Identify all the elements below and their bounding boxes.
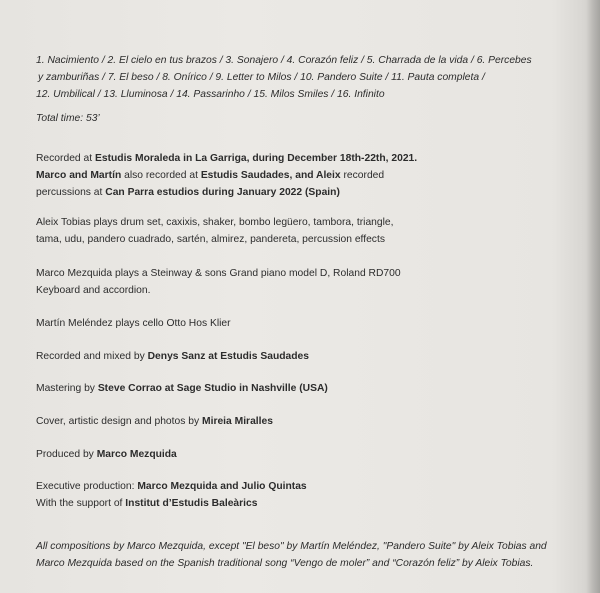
recording-studio-2: Estudis Saudades, and Aleix [200,170,341,182]
credit-name: Steve Corrao at Sage Studio in Nashville (USA) [97,383,328,394]
credit-line: tama, udu, pandero cuadrado, sartén, almirez, pandereta, percussion effects [36,234,385,246]
mixing-credit [36,348,566,365]
tracklist-line: 12. Umbilical / 13. Lluminosa / 14. Passarinho / 15. Milos Smiles / 16. Infinito [36,89,385,101]
recording-text: percussions at [36,187,106,199]
booklet-spine-shadow [586,0,600,593]
compositions-line: Marco Mezquida based on the Spanish traditional song “Vengo de moler” and “Corazón feliz” by Aleix Tobias. [36,558,534,570]
cover-credit [36,413,566,430]
producer-credit [36,446,566,463]
credit-line: Keyboard and accordion. [36,285,151,297]
executive-production-credit [36,478,566,512]
recording-text: recorded [340,170,385,182]
credit-text: Executive production: [36,481,138,492]
recording-text: also recorded at [121,170,201,182]
tracklist-line: y zamburiñas / 7. El beso / 8. Onírico / 9. Letter to Milos / 10. Pandero Suite / 11. Pauta completa / [38,72,485,84]
compositions-line: All compositions by Marco Mezquida, except "El beso" by Martín Meléndez, "Pandero Suite" by Aleix Tobias and [36,541,547,552]
recording-musicians: Marco and Martín [36,170,122,182]
credit-text: Cover, artistic design and photos by [36,416,202,427]
credit-text: Produced by [36,449,97,460]
tracklist [36,52,566,104]
recording-text: Recorded at [36,153,95,164]
total-time: Total time: 53’ [36,113,100,124]
credit-line: Aleix Tobias plays drum set, caxixis, shaker, bombo legüero, tambora, triangle, [36,217,394,228]
compositions-note [36,538,566,572]
mastering-credit [36,380,566,397]
credit-text: With the support of [36,498,126,510]
recording-credits [36,150,566,202]
aleix-credits [36,214,566,248]
credit-name: Denys Sanz at Estudis Saudades [147,351,309,362]
credit-name: Mireia Miralles [202,416,273,427]
credit-text: Mastering by [36,383,98,394]
marco-credits [36,265,566,299]
credit-line: Marco Mezquida plays a Steinway & sons Grand piano model D, Roland RD700 [36,268,401,279]
credit-name: Marco Mezquida and Julio Quintas [137,481,307,492]
recording-studio-3: Can Parra estudios during January 2022 (Spain) [105,187,340,199]
credit-text: Recorded and mixed by [36,351,148,362]
credit-name: Institut d’Estudis Baleàrics [125,498,258,510]
tracklist-line: 1. Nacimiento / 2. El cielo en tus brazos / 3. Sonajero / 4. Corazón feliz / 5. Charrada de la vida / 6. Percebes [36,55,532,66]
credit-name: Marco Mezquida [96,449,177,460]
recording-studio: Estudis Moraleda in La Garriga, during December 18th-22th, 2021. [94,153,418,164]
martin-credits: Martín Meléndez plays cello Otto Hos Klier [36,318,231,329]
